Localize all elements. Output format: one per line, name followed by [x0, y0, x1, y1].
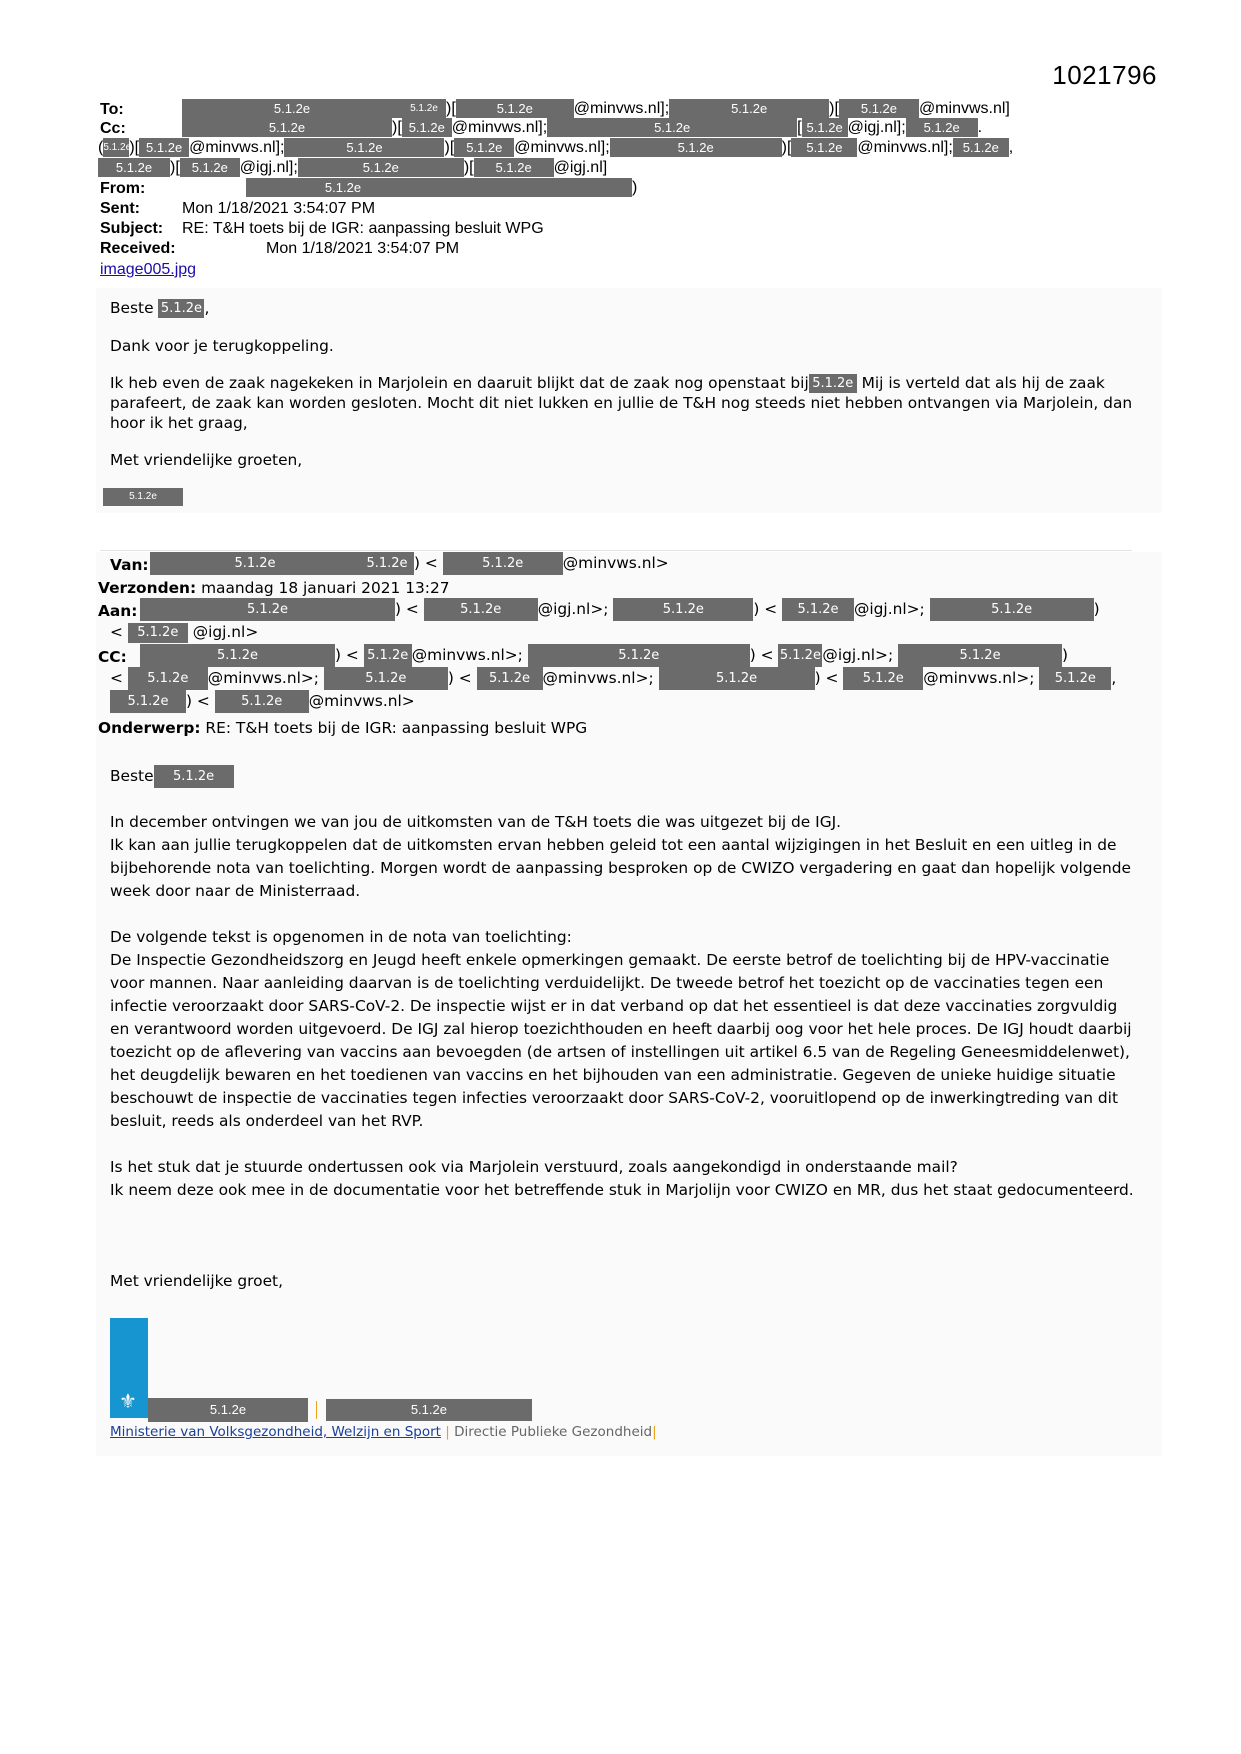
redaction: 5.1.2e [98, 158, 170, 177]
from-values: 5.1.2e ) [246, 178, 637, 198]
email-domain: @minvws.nl]; [189, 139, 285, 156]
email-domain: @minvws.nl]; [451, 119, 548, 136]
redaction: 5.1.2e [326, 1399, 532, 1421]
original-closing: Met vriendelijke groet, [110, 1272, 283, 1290]
redaction: 5.1.2e [454, 138, 514, 157]
document-id: 1021796 [1052, 60, 1157, 90]
redaction: 5.1.2e [246, 178, 440, 197]
sent-value: Mon 1/18/2021 3:54:07 PM [182, 200, 376, 217]
sent-label: Sent: [100, 200, 140, 217]
from-label: From: [100, 180, 146, 197]
redaction: 5.1.2e [778, 644, 822, 667]
redaction: 5.1.2e [443, 552, 563, 575]
redaction: 5.1.2e [148, 1398, 308, 1422]
sent-row [100, 199, 140, 219]
email-domain: @minvws.nl> [308, 692, 415, 710]
email-domain: @igj.nl>; [822, 646, 894, 664]
received-label: Received: [100, 240, 176, 257]
verzonden-row: Verzonden: maandag 18 januari 2021 13:27 [98, 579, 450, 597]
reply-paragraph: Ik heb even de zaak nagekeken in Marjolein en daaruit blijkt dat de zaak nog openstaat bij 5.1.2e Mij is verteld dat als hij de zaak parafeert, de zaak kan worden gesloten. Mocht dit niet lukken en jullie de T&H nog steeds niet hebben ontvangen via Marjolein, dan hoor ik het graag, [110, 374, 1133, 432]
redaction: 5.1.2e [791, 138, 857, 157]
to-row [100, 100, 124, 120]
footer [110, 1424, 657, 1440]
crest-icon: ⚜ [119, 1391, 137, 1413]
redaction: 5.1.2e [456, 99, 574, 118]
redaction: 5.1.2e [128, 623, 188, 643]
redaction: 5.1.2e [474, 158, 554, 177]
email-domain: @igj.nl]; [847, 119, 906, 136]
redaction: 5.1.2e [477, 667, 543, 690]
cc-values-3: 5.1.2e )[ 5.1.2e @igj.nl]; 5.1.2e )[ 5.1.2e @igj.nl] [98, 158, 607, 178]
footer-separator: | [652, 1424, 657, 1440]
redaction: 5.1.2e [528, 644, 750, 667]
redaction: 5.1.2e [610, 138, 782, 157]
redaction: 5.1.2e [953, 138, 1009, 157]
redaction: 5.1.2e [180, 158, 240, 177]
original-cc-values-2: < 5.1.2e @minvws.nl>; 5.1.2e ) < 5.1.2e @minvws.nl>; 5.1.2e ) < 5.1.2e @minvws.nl>; 5.1.2e , [110, 667, 1116, 690]
van-row: Van: [110, 556, 149, 574]
reply-closing: Met vriendelijke groeten, [110, 451, 303, 469]
from-row [100, 179, 145, 199]
email-domain: @minvws.nl>; [923, 669, 1035, 687]
redaction: 5.1.2e [906, 118, 978, 137]
redaction: 5.1.2e [182, 118, 392, 137]
cc-values-2: (5.1.2e)[ 5.1.2e @minvws.nl]; 5.1.2e )[ 5.1.2e @minvws.nl]; 5.1.2e )[ 5.1.2e @minvws.nl]; 5.1.2e , [98, 139, 1014, 156]
redaction: 5.1.2e [802, 118, 848, 137]
email-domain: @igj.nl> [192, 623, 259, 641]
email-domain: @minvws.nl]; [857, 139, 953, 156]
redaction: 5.1.2e [424, 598, 538, 621]
redaction: 5.1.2e [782, 598, 854, 621]
email-domain: @minvws.nl] [918, 100, 1010, 117]
redaction: 5.1.2e [843, 667, 923, 690]
email-domain: @igj.nl>; [854, 600, 925, 618]
aan-values-2: < 5.1.2e @igj.nl> [110, 623, 259, 641]
redaction: 5.1.2e [298, 158, 464, 177]
redaction: 5.1.2e [360, 552, 414, 575]
separator-line [100, 550, 1132, 551]
reply-line1: Dank voor je terugkoppeling. [110, 337, 334, 355]
received-value: Mon 1/18/2021 3:54:07 PM [266, 240, 460, 257]
email-domain: @minvws.nl]; [573, 100, 670, 117]
email-domain: @igj.nl]; [239, 159, 298, 176]
redaction: 5.1.2e [659, 667, 815, 690]
reply-greeting: Beste 5.1.2e , [110, 299, 210, 317]
redaction-block [440, 178, 632, 197]
email-domain: @minvws.nl> [562, 554, 669, 572]
redaction: 5.1.2e [898, 644, 1062, 667]
directorate: Directie Publieke Gezondheid [454, 1424, 653, 1440]
email-domain: @minvws.nl]; [514, 139, 610, 156]
redaction: 5.1.2e [402, 99, 446, 118]
redaction: 5.1.2e [669, 99, 829, 118]
redaction: 5.1.2e [402, 118, 452, 137]
redaction: 5.1.2e [324, 667, 448, 690]
redaction: 5.1.2e [547, 118, 797, 137]
cc-label: Cc: [100, 120, 126, 137]
original-cc-row: CC: [98, 648, 127, 666]
signature-redactions [148, 1398, 532, 1422]
email-domain: @minvws.nl>; [542, 669, 654, 687]
redaction: 5.1.2e [215, 690, 309, 713]
email-domain: @igj.nl] [553, 159, 608, 176]
to-label: To: [100, 101, 124, 118]
redaction: 5.1.2e [140, 644, 335, 667]
original-paragraph-1: In december ontvingen we van jou de uitkomsten van de T&H toets die was uitgezet bij de IGJ. Ik kan aan jullie terugkoppelen dat de uitkomsten ervan hebben geleid tot een aantal wijzigingen in het Besluit en een uitleg in de bijbehorende nota van toelichting. Morgen wordt de aanpassing besproken op de CWIZO vergadering en gaat dan hopelijk volgende week door naar de Ministerraad. [110, 813, 1132, 900]
subject-row [100, 219, 163, 239]
redaction: 5.1.2e [839, 99, 919, 118]
redaction: 5.1.2e [128, 667, 208, 690]
redaction: 5.1.2e [139, 138, 189, 157]
redaction: 5.1.2e [110, 690, 186, 713]
redaction: 5.1.2e [613, 598, 753, 621]
ministry-link[interactable]: Ministerie van Volksgezondheid, Welzijn en Sport [110, 1424, 441, 1440]
redaction: 5.1.2e [140, 598, 395, 621]
attachment-link[interactable]: image005.jpg [100, 261, 197, 278]
original-paragraph-2: De volgende tekst is opgenomen in de nota van toelichting: De Inspectie Gezondheidszorg en Jeugd heeft enkele opmerkingen gemaakt. De eerste betrof de toelichting bij de HPV-vaccinatie voor mannen. Naar aanleiding daarvan is de toelichting verduidelijkt. De tweede betrof het toezicht op de vaccinaties tegen een infectie veroorzaakt door SARS-CoV-2. De inspectie wijst er in dat verband op dat het essentieel is dat deze vaccinaties zorgvuldig en verantwoord worden uitgevoerd. De IGJ zal hierop toezichthouden en heeft daarbij oog voor het hele proces. De IGJ houdt daarbij toezicht op de aflevering van vaccins aan bevoegden (de artsen of instellingen uit artikel 6.5 van de Regeling Geneesmiddelenwet), het deugdelijk bewaren en het toedienen van vaccins en het bijhouden van een administratie. Gegeven de unieke huidige situatie beschouwt de inspectie de vaccinaties tegen infecties veroorzaakt door SARS-CoV-2, vooruitlopend op de inwerkingtreding van dit besluit, reeds als onderdeel van het RVP. [110, 928, 1132, 1130]
verzonden-value: maandag 18 januari 2021 13:27 [201, 579, 450, 597]
redaction: 5.1.2e [103, 488, 183, 506]
van-values: 5.1.2e 5.1.2e ) < 5.1.2e @minvws.nl> [150, 552, 669, 575]
original-paragraph-3: Is het stuk dat je stuurde ondertussen ook via Marjolein verstuurd, zoals aangekondigd in onderstaande mail? Ik neem deze ook mee in de documentatie voor het betreffende stuk in Marjolijn voor CWIZO en MR, dus het staat gedocumenteerd. [110, 1158, 1134, 1199]
redaction: 5.1.2e [103, 138, 129, 157]
subject-label: Subject: [100, 220, 164, 237]
email-domain: @minvws.nl>; [207, 669, 319, 687]
original-cc-values-3: 5.1.2e ) < 5.1.2e @minvws.nl> [110, 690, 415, 713]
redaction: 5.1.2e [364, 644, 412, 667]
redaction: 5.1.2e [809, 374, 857, 393]
onderwerp-value: RE: T&H toets bij de IGR: aanpassing besluit WPG [205, 719, 588, 737]
cc-row [100, 119, 126, 139]
redaction: 5.1.2e [930, 598, 1094, 621]
redaction: 5.1.2e [154, 765, 234, 788]
aan-row: Aan: [98, 602, 138, 620]
subject-value: RE: T&H toets bij de IGR: aanpassing besluit WPG [182, 220, 544, 237]
redaction: 5.1.2e [284, 138, 444, 157]
email-domain: @minvws.nl>; [411, 646, 523, 664]
reply-signature [103, 488, 183, 506]
redaction: 5.1.2e [182, 99, 402, 118]
email-domain: @igj.nl>; [537, 600, 609, 618]
aan-values-1: 5.1.2e ) < 5.1.2e @igj.nl>; 5.1.2e ) < 5.1.2e @igj.nl>; 5.1.2e ) [140, 598, 1100, 621]
orange-divider [316, 1401, 317, 1419]
onderwerp-row: Onderwerp: RE: T&H toets bij de IGR: aanpassing besluit WPG [98, 719, 588, 737]
cc-values-1: 5.1.2e )[ 5.1.2e @minvws.nl]; 5.1.2e [ 5.1.2e @igj.nl]; 5.1.2e . [182, 118, 982, 138]
redaction: 5.1.2e [150, 552, 360, 575]
received-row [100, 239, 176, 259]
to-values: 5.1.2e 5.1.2e )[ 5.1.2e @minvws.nl]; 5.1.2e )[ 5.1.2e @minvws.nl] [182, 99, 1010, 119]
redaction: 5.1.2e [1039, 667, 1111, 690]
redaction: 5.1.2e [158, 299, 204, 318]
footer-separator: | [445, 1424, 450, 1440]
original-greeting: Beste 5.1.2e [110, 765, 234, 788]
original-cc-values-1: 5.1.2e ) < 5.1.2e @minvws.nl>; 5.1.2e ) < 5.1.2e@igj.nl>; 5.1.2e ) [140, 644, 1068, 667]
